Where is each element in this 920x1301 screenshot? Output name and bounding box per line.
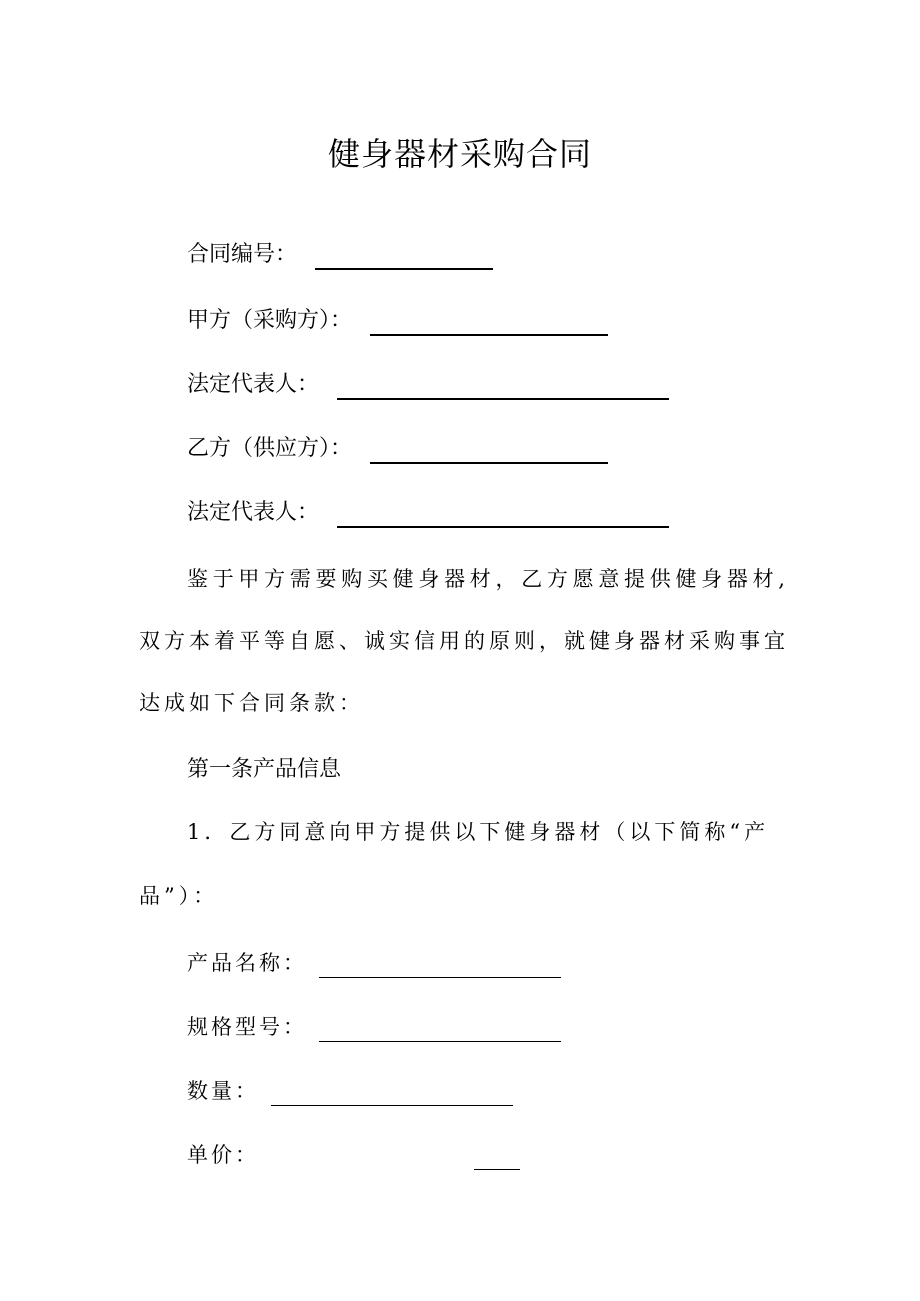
article-1-heading: 第一条产品信息 — [187, 757, 342, 782]
party-b-rep-blank — [337, 502, 669, 528]
product-name-label: 产品名称： — [187, 951, 307, 975]
spec-model-field — [187, 1012, 561, 1042]
quantity-blank — [271, 1081, 513, 1106]
page-title: 健身器材采购合同 — [327, 135, 592, 173]
party-a-rep-label: 法定代表人： — [187, 372, 320, 397]
party-b-field — [187, 434, 608, 464]
product-name-field — [187, 948, 561, 978]
contract-number-field — [187, 240, 493, 270]
party-a-field — [187, 306, 608, 336]
party-b-label: 乙方（供应方）： — [187, 436, 353, 461]
spec-model-label: 规格型号： — [187, 1015, 307, 1039]
quantity-label: 数量： — [187, 1079, 259, 1103]
party-a-label: 甲方（采购方）： — [187, 308, 353, 333]
spec-model-blank — [319, 1017, 561, 1042]
party-b-rep-label: 法定代表人： — [187, 500, 320, 525]
article-1-item-1-line-1: 1．乙方同意向甲方提供以下健身器材（以下简称“产 — [187, 820, 770, 844]
unit-price-label: 单价： — [187, 1143, 259, 1167]
contract-number-label: 合同编号： — [187, 242, 298, 267]
intro-paragraph: 鉴于甲方需要购买健身器材，乙方愿意提供健身器材,双方本着平等自愿、诚实信用的原则，就健身器材采购事宜达成如下合同条款： — [139, 567, 789, 715]
party-a-rep-blank — [337, 374, 669, 400]
party-a-blank — [370, 310, 608, 336]
unit-price-blank — [474, 1145, 520, 1170]
unit-price-field — [187, 1140, 520, 1170]
party-a-rep-field — [187, 370, 669, 400]
contract-number-blank — [315, 244, 493, 270]
quantity-field — [187, 1076, 513, 1106]
article-1-item-1-line-2: 品”）： — [139, 884, 219, 908]
party-b-rep-field — [187, 498, 669, 528]
party-b-blank — [370, 438, 608, 464]
product-name-blank — [319, 953, 561, 978]
